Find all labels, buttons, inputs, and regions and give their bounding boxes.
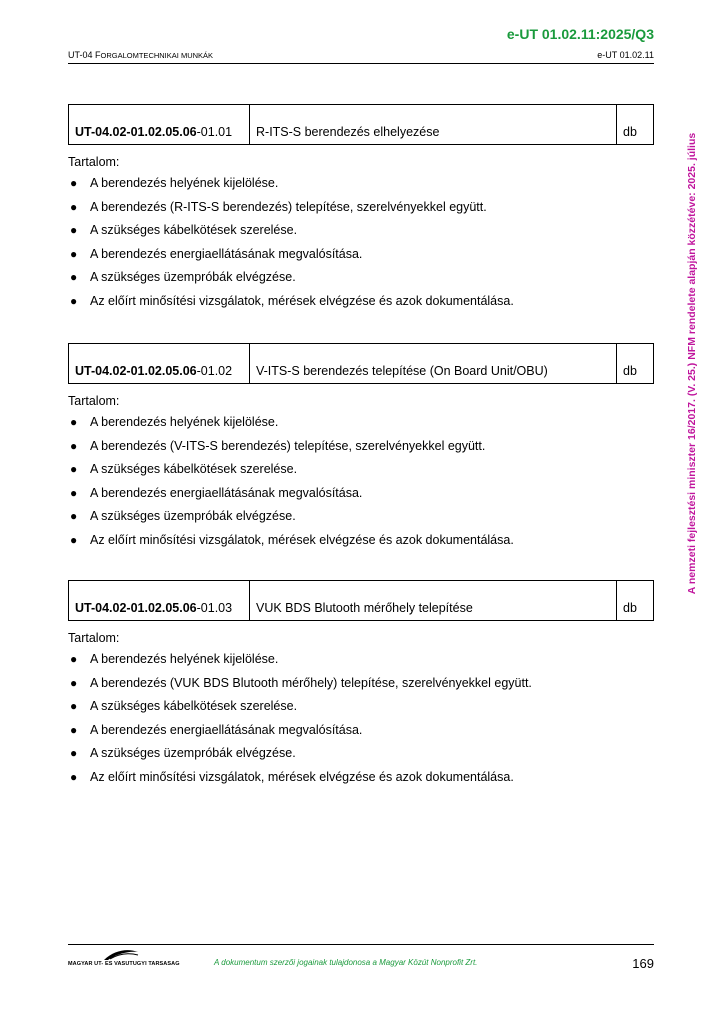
list-item: ● A berendezés (V-ITS-S berendezés) telepítése, szerelvényekkel együtt. (70, 438, 486, 453)
item-header-table (68, 343, 654, 384)
bullet-icon: ● (70, 699, 78, 713)
side-publication-note: A nemzeti fejlesztési miniszter 16/2017. (V. 25.) NFM rendelete alapján közzétéve: 2025. július (686, 132, 698, 595)
list-item: ● Az előírt minősítési vizsgálatok, mérések elvégzése és azok dokumentálása. (70, 532, 514, 547)
footer-divider (68, 944, 654, 945)
list-item: ● A szükséges üzempróbák elvégzése. (70, 746, 296, 760)
list-item: ● A szükséges üzempróbák elvégzése. (70, 509, 296, 523)
page-number: 169 (632, 956, 654, 971)
bullet-list (68, 414, 654, 555)
bullet-icon: ● (70, 675, 78, 690)
item-code: UT-04.02-01.02.05.06-01.01 (69, 105, 250, 145)
section-title: UT-04 FORGALOMTECHNIKAI MUNKÁK (68, 50, 214, 60)
bullet-icon: ● (70, 199, 78, 214)
list-item: ● Az előírt minősítési vizsgálatok, mérések elvégzése és azok dokumentálása. (70, 293, 514, 308)
bullet-icon: ● (70, 462, 78, 476)
bullet-icon: ● (70, 293, 78, 308)
item-block-1 (68, 104, 654, 316)
list-item: ● A berendezés (VUK BDS Blutooth mérőhely) telepítése, szerelvényekkel együtt. (70, 675, 532, 690)
list-item: ● A berendezés helyének kijelölése. (70, 415, 279, 429)
item-unit: db (617, 105, 654, 145)
item-header-table (68, 104, 654, 145)
bullet-icon: ● (70, 270, 78, 284)
list-item: ● A berendezés (R-ITS-S berendezés) telepítése, szerelvényekkel együtt. (70, 199, 487, 214)
list-item: ● Az előírt minősítési vizsgálatok, mérések elvégzése és azok dokumentálása. (70, 769, 514, 784)
item-block-3 (68, 580, 654, 792)
item-code: UT-04.02-01.02.05.06-01.03 (69, 581, 250, 621)
bullet-icon: ● (70, 438, 78, 453)
bullet-list (68, 651, 654, 792)
bullet-list (68, 175, 654, 316)
list-item: ● A berendezés energiaellátásának megvalósítása. (70, 246, 363, 261)
item-unit: db (617, 581, 654, 621)
bullet-icon: ● (70, 746, 78, 760)
bullet-icon: ● (70, 509, 78, 523)
item-title: V-ITS-S berendezés telepítése (On Board Unit/OBU) (250, 344, 617, 384)
item-header-table (68, 580, 654, 621)
bullet-icon: ● (70, 415, 78, 429)
list-item: ● A szükséges kábelkötések szerelése. (70, 699, 298, 713)
running-header (68, 50, 654, 64)
item-title: VUK BDS Blutooth mérőhely telepítése (250, 581, 617, 621)
bullet-icon: ● (70, 722, 78, 737)
list-item: ● A szükséges kábelkötések szerelése. (70, 223, 298, 237)
content-label: Tartalom: (68, 394, 120, 408)
list-item: ● A szükséges üzempróbák elvégzése. (70, 270, 296, 284)
content-label: Tartalom: (68, 155, 120, 169)
document-code: e-UT 01.02.11:2025/Q3 (506, 26, 654, 42)
list-item: ● A berendezés helyének kijelölése. (70, 176, 279, 190)
item-code: UT-04.02-01.02.05.06-01.02 (69, 344, 250, 384)
bullet-icon: ● (70, 652, 78, 666)
bullet-icon: ● (70, 485, 78, 500)
list-item: ● A berendezés energiaellátásának megvalósítása. (70, 722, 363, 737)
bullet-icon: ● (70, 769, 78, 784)
bullet-icon: ● (70, 246, 78, 261)
item-block-2 (68, 343, 654, 555)
list-item: ● A szükséges kábelkötések szerelése. (70, 462, 298, 476)
content-label: Tartalom: (68, 631, 120, 645)
logo-text: MAGYAR UT- ES VASUTUGYI TARSASAG (68, 961, 180, 967)
header-code: e-UT 01.02.11 (597, 50, 654, 60)
bullet-icon: ● (70, 176, 78, 190)
bullet-icon: ● (70, 532, 78, 547)
item-unit: db (617, 344, 654, 384)
item-title: R-ITS-S berendezés elhelyezése (250, 105, 617, 145)
list-item: ● A berendezés helyének kijelölése. (70, 652, 279, 666)
list-item: ● A berendezés energiaellátásának megvalósítása. (70, 485, 363, 500)
bullet-icon: ● (70, 223, 78, 237)
copyright-notice: A dokumentum szerzői jogainak tulajdonosa a Magyar Közút Nonprofit Zrt. (214, 958, 478, 967)
